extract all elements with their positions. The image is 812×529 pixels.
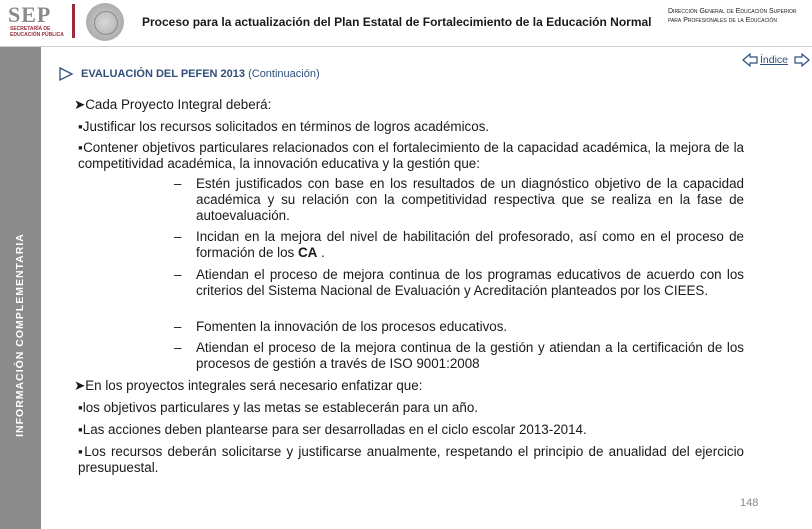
sep-logo	[4, 2, 76, 42]
square-bullet-icon: ▪	[78, 140, 84, 155]
section-title	[81, 68, 320, 80]
department-name: Dirección General de Educación Superior para Profesionales de la Educación	[668, 8, 797, 24]
list-item-text: los objetivos particulares y las metas se establecerán para un año.	[82, 400, 478, 415]
triangle-arrow-icon	[58, 66, 74, 82]
sidebar	[0, 47, 41, 529]
list-item-text: Los recursos deberán solicitarse y justificarse anualmente, respetando el principio de anualidad del ejercicio presupuestal.	[78, 444, 744, 475]
page-title: Proceso para la actualización del Plan Estatal de Fortalecimiento de la Educación Normal	[142, 15, 652, 29]
check-arrow-icon: ➤	[74, 97, 86, 112]
check-arrow-icon: ➤	[74, 378, 86, 393]
square-bullet-icon: ▪	[78, 400, 83, 415]
list-item	[196, 229, 744, 261]
ca-abbreviation: CA	[297, 245, 318, 260]
section-title-suffix: (Continuación)	[245, 68, 320, 80]
square-bullet-icon: ▪	[78, 444, 85, 459]
list-item-text: Estén justificados con base en los resultados de un diagnóstico objetivo de la capacidad académica y su relación con la competitividad respectiva que se realiza en la fase de autoevaluación.	[196, 176, 744, 223]
list-item-text: Las acciones deben plantearse para ser desarrolladas en el ciclo escolar 2013-2014.	[82, 422, 587, 437]
dash-bullet: –	[174, 340, 182, 355]
sidebar-label: INFORMACIÓN COMPLEMENTARIA	[14, 233, 26, 437]
list-item	[78, 444, 744, 476]
list-item-text: Cada Proyecto Integral deberá:	[85, 97, 272, 112]
list-item-text: Atiendan el proceso de mejora continua de los programas educativos de acuerdo con los criterios del Sistema Nacional de Evaluación y Acreditación planteados por los CIEES.	[196, 267, 744, 298]
list-item	[78, 400, 744, 416]
square-bullet-icon: ▪	[78, 119, 83, 134]
square-bullet-icon: ▪	[78, 422, 83, 437]
header-divider	[0, 46, 812, 47]
logo-divider	[72, 4, 75, 38]
dash-bullet: –	[174, 267, 182, 282]
list-item-text: Fomenten la innovación de los procesos educativos.	[196, 319, 508, 334]
list-item-suffix: .	[317, 245, 325, 260]
list-item	[74, 97, 271, 113]
list-item-text: Atiendan el proceso de la mejora continua de la gestión y atiendan a la certificación de los procesos de gestión a través de ISO 9001:2008	[196, 340, 744, 371]
list-item-text: Justificar los recursos solicitados en términos de logros académicos.	[82, 119, 490, 134]
list-item	[78, 422, 744, 438]
arrow-right-icon[interactable]	[794, 53, 810, 67]
header	[0, 0, 812, 46]
list-item-text: En los proyectos integrales será necesario enfatizar que:	[85, 378, 423, 393]
sep-logo-text: SEP	[8, 2, 52, 27]
index-link[interactable]: Índice	[760, 54, 789, 66]
section-title-main: EVALUACIÓN DEL PEFEN 2013	[81, 68, 246, 80]
national-seal-icon	[86, 3, 124, 41]
list-item	[78, 140, 744, 172]
dash-bullet: –	[174, 229, 182, 244]
arrow-left-icon[interactable]	[742, 53, 758, 67]
list-item	[78, 119, 744, 135]
list-item-text: Incidan en la mejora del nivel de habilitación del profesorado, así como en el proceso de formación de los	[196, 229, 744, 260]
list-item-text: Contener objetivos particulares relacionados con el fortalecimiento de la capacidad académica, la mejora de la competitividad académica, la innovación educativa y la gestión que:	[78, 140, 744, 171]
dash-bullet: –	[174, 319, 182, 334]
sep-logo-subtitle: SECRETARÍA DE EDUCACIÓN PÚBLICA	[10, 26, 64, 38]
page-number: 148	[740, 497, 759, 509]
list-item	[74, 378, 422, 394]
dash-bullet: –	[174, 176, 182, 191]
